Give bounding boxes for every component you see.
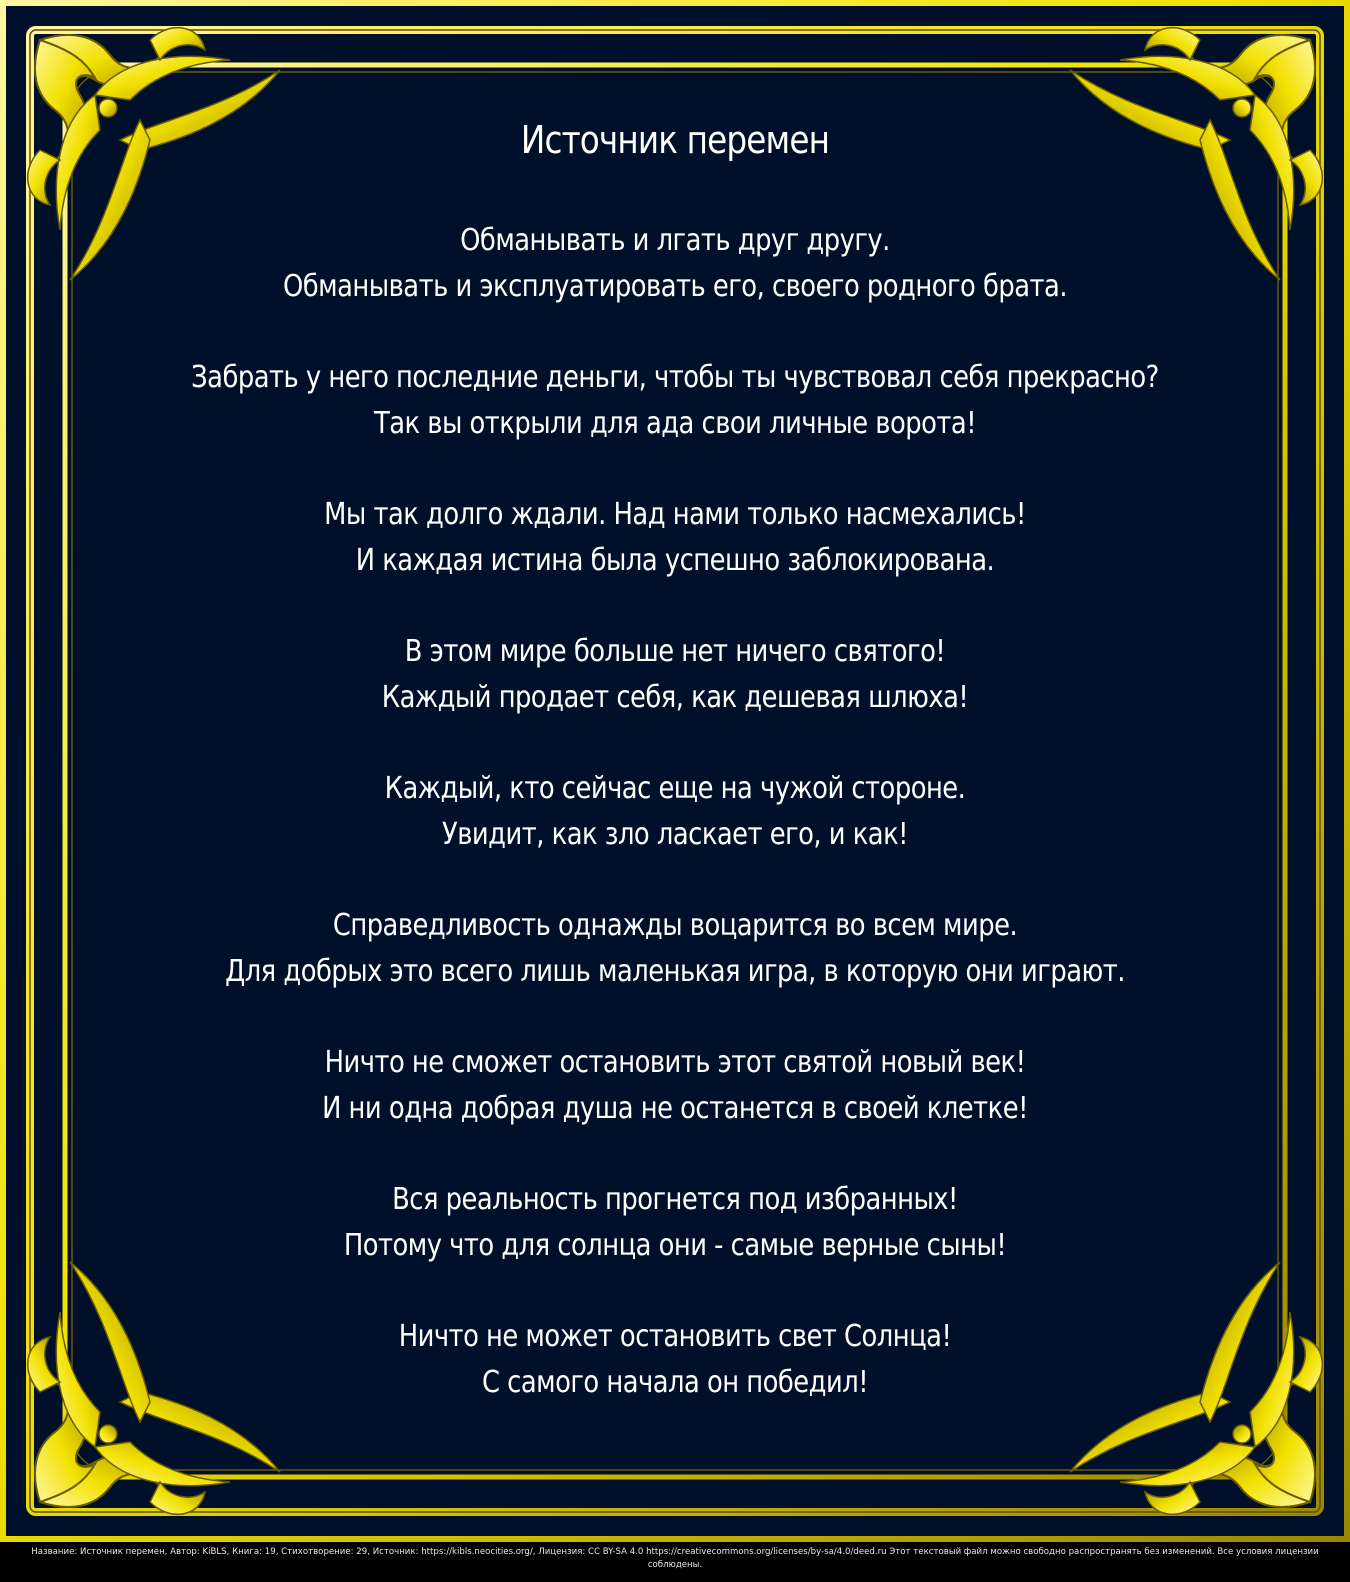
poem-line: Обманывать и эксплуатировать его, своего родного брата. (282, 269, 1068, 304)
poem-line: Ничто не может остановить свет Солнца! (398, 1319, 952, 1354)
stanza (90, 492, 1260, 584)
poem-line: Увидит, как зло ласкает его, и как! (442, 817, 908, 852)
poem-line: Каждый продает себя, как дешевая шлюха! (381, 680, 969, 715)
poem-line: Мы так долго ждали. Над нами только насмехались! (324, 497, 1026, 532)
poem-line: С самого начала он победил! (481, 1365, 869, 1400)
poem (90, 110, 1260, 1406)
poem-line: Обманывать и лгать друг другу. (460, 223, 890, 258)
stanza (90, 903, 1260, 995)
poem-line: В этом мире больше нет ничего святого! (404, 634, 946, 669)
stanza (90, 1177, 1260, 1269)
poem-line: Для добрых это всего лишь маленькая игра, в которую они играют. (225, 954, 1125, 989)
stanza (90, 766, 1260, 858)
poem-line: И ни одна добрая душа не останется в своей клетке! (322, 1091, 1028, 1126)
poem-line: Так вы открыли для ада свои личные ворота! (373, 406, 977, 441)
poem-line: Ничто не сможет остановить этот святой новый век! (324, 1045, 1026, 1080)
license-footer: Название: Источник перемен, Автор: KiBLS, Книга: 19, Стихотворение: 29, Источник: https://kibls.neocities.org/, Лицензия: CC BY-SA 4.0 https://creativecommons.org/licenses/by-sa/4.0/deed.ru Этот текстовый файл можно свободно распространять без изменений. Все условия лицензии соблюдены. (31, 1547, 1319, 1570)
poem-line: Каждый, кто сейчас еще на чужой стороне. (384, 771, 966, 806)
stanza (90, 355, 1260, 447)
poem-line: Вся реальность прогнется под избранных! (392, 1182, 958, 1217)
poem-line: Забрать у него последние деньги, чтобы ты чувствовал себя прекрасно? (191, 360, 1159, 395)
stanza (90, 218, 1260, 310)
poem-title: Источник перемен (520, 118, 830, 162)
poem-stanzas (90, 218, 1260, 1406)
poem-line: Потому что для солнца они - самые верные сыны! (343, 1228, 1007, 1263)
stanza (90, 629, 1260, 721)
stanza (90, 1314, 1260, 1406)
poem-line: Справедливость однажды воцарится во всем мире. (332, 908, 1018, 943)
poem-line: И каждая истина была успешно заблокирована. (355, 543, 995, 578)
stanza (90, 1040, 1260, 1132)
